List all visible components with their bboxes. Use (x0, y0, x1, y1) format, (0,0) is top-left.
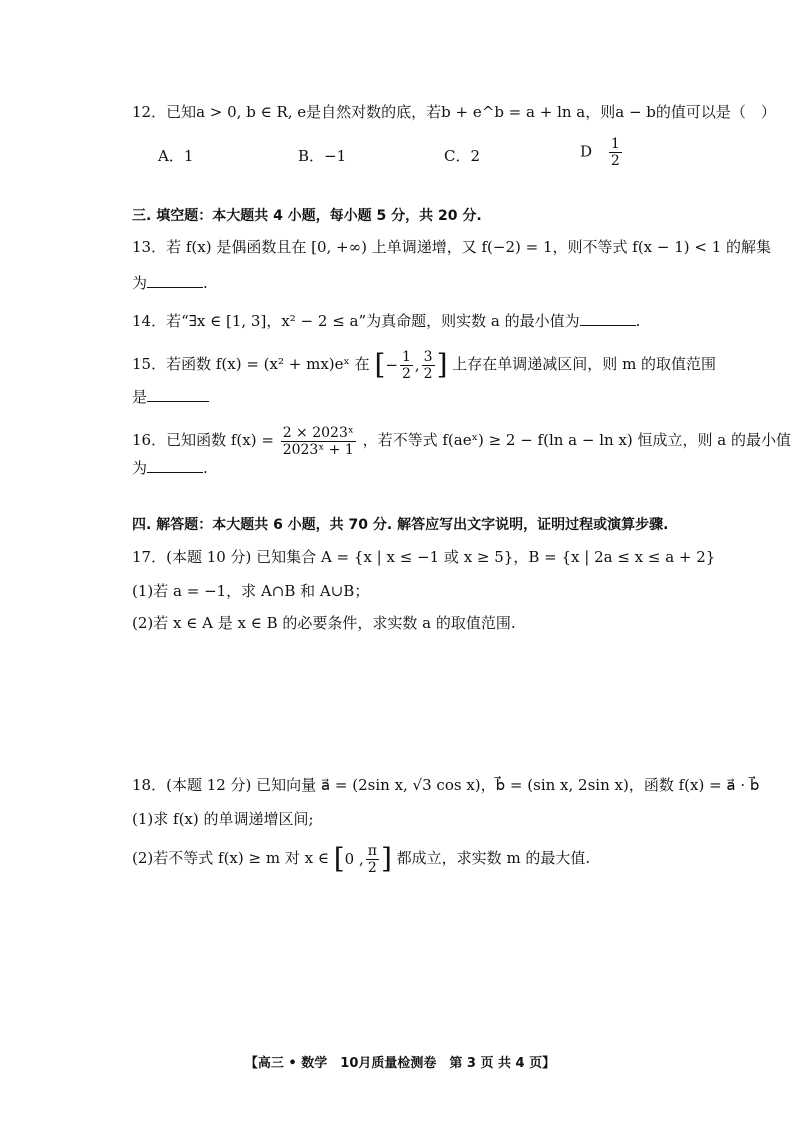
q12-option-c: C．2 (444, 147, 481, 165)
q18-interval-right-num: π (367, 842, 377, 859)
q18-stem: 18．(本题 12 分) 已知向量 a⃗ = (2sin x, √3 cos x)，b⃗ = (sin x, 2sin x)，函数 f(x) = a⃗ · b⃗ (132, 776, 760, 794)
q15-interval-left-den: 2 (401, 365, 411, 382)
q16-function-fraction (281, 425, 356, 458)
q16-suffix: ，若不等式 f(aeˣ) ≥ 2 − f(ln a − ln x) 恒成立，则 a 的最小值 (362, 431, 792, 449)
q16-line2-suffix: . (203, 459, 208, 477)
q16-answer-blank (147, 458, 203, 473)
q15-line1 (132, 346, 716, 383)
q12-option-b: B．−1 (298, 147, 347, 165)
q17-part2: (2)若 x ∈ A 是 x ∈ B 的必要条件，求实数 a 的取值范围. (132, 614, 516, 632)
q15-right-bracket: ] (436, 348, 448, 381)
q14-suffix: . (635, 312, 641, 330)
page-footer: 【高三 • 数学 10月质量检测卷 第 3 页 共 4 页】 (244, 1056, 556, 1071)
q18-interval-right-den: 2 (367, 859, 377, 876)
q12-stem: 12．已知a > 0, b ∈ R, e是自然对数的底，若b + e^b = a + ln a，则a − b的值可以是（ ） (132, 103, 776, 121)
q16-fraction-denominator: 2023ˣ + 1 (282, 441, 354, 458)
q15-suffix: 上存在单调递减区间，则 m 的取值范围 (452, 355, 717, 373)
q13-line1: 13．若 f(x) 是偶函数且在 [0, +∞) 上单调递增，又 f(−2) = 1，则不等式 f(x − 1) < 1 的解集 (132, 238, 772, 256)
q15-prefix: 15．若函数 f(x) = (x² + mx)eˣ 在 (132, 355, 370, 373)
q15-minus-sign: − (385, 356, 398, 374)
q12-option-d (580, 136, 624, 169)
q15-left-bracket: [ (374, 348, 386, 381)
q18-right-bracket: ] (380, 842, 392, 875)
q18-part1: (1)求 f(x) 的单调递增区间; (132, 810, 314, 828)
q14-line (132, 310, 640, 332)
q14-text: 14．若“∃x ∈ [1, 3]，x² − 2 ≤ a”为真命题，则实数 a 的最小值为 (132, 312, 580, 330)
q18-interval-zero: 0 , (344, 850, 364, 868)
q16-line2 (132, 457, 208, 479)
q18-part2-prefix: (2)若不等式 f(x) ≥ m 对 x ∈ (132, 849, 329, 867)
q15-answer-blank (147, 387, 209, 402)
q12-option-a: A．1 (158, 147, 194, 165)
q13-line2-prefix: 为 (132, 274, 148, 292)
q12-option-d-numerator: 1 (610, 136, 620, 152)
q17-part1: (1)若 a = −1，求 A∩B 和 A∪B； (132, 582, 370, 600)
q15-interval-left (400, 349, 413, 382)
q15-interval-right-den: 2 (423, 365, 433, 382)
q15-line2-prefix: 是 (132, 388, 148, 406)
q18-part2 (132, 838, 590, 879)
q15-interval-left-num: 1 (401, 348, 411, 365)
q16-fraction-numerator: 2 × 2023ˣ (282, 424, 354, 441)
q18-part2-suffix: 都成立，求实数 m 的最大值. (396, 849, 591, 867)
q14-answer-blank (580, 311, 636, 326)
q16-line1 (132, 420, 791, 460)
q16-prefix: 16．已知函数 f(x) = (132, 431, 274, 449)
section3-heading: 三. 填空题：本大题共 4 小题，每小题 5 分，共 20 分. (132, 208, 482, 224)
q18-interval-right (366, 843, 379, 876)
q15-line2 (132, 386, 209, 408)
section4-heading: 四. 解答题：本大题共 6 小题，共 70 分. 解答应写出文字说明，证明过程或演算步骤. (132, 517, 669, 533)
q13-line2 (132, 272, 208, 294)
q13-answer-blank (147, 273, 203, 288)
q13-line2-suffix: . (203, 274, 208, 292)
q12-option-d-denominator: 2 (610, 153, 620, 169)
q12-option-d-label: D (580, 142, 593, 161)
q16-line2-prefix: 为 (132, 459, 148, 477)
q15-interval-right-num: 3 (423, 348, 433, 365)
q18-left-bracket: [ (333, 842, 345, 875)
q15-comma: , (414, 356, 420, 374)
q12-option-d-fraction (609, 136, 622, 169)
q15-interval-right (422, 349, 435, 382)
q17-stem: 17．(本题 10 分) 已知集合 A = {x | x ≤ −1 或 x ≥ 5}，B = {x | 2a ≤ x ≤ a + 2} (132, 548, 716, 566)
